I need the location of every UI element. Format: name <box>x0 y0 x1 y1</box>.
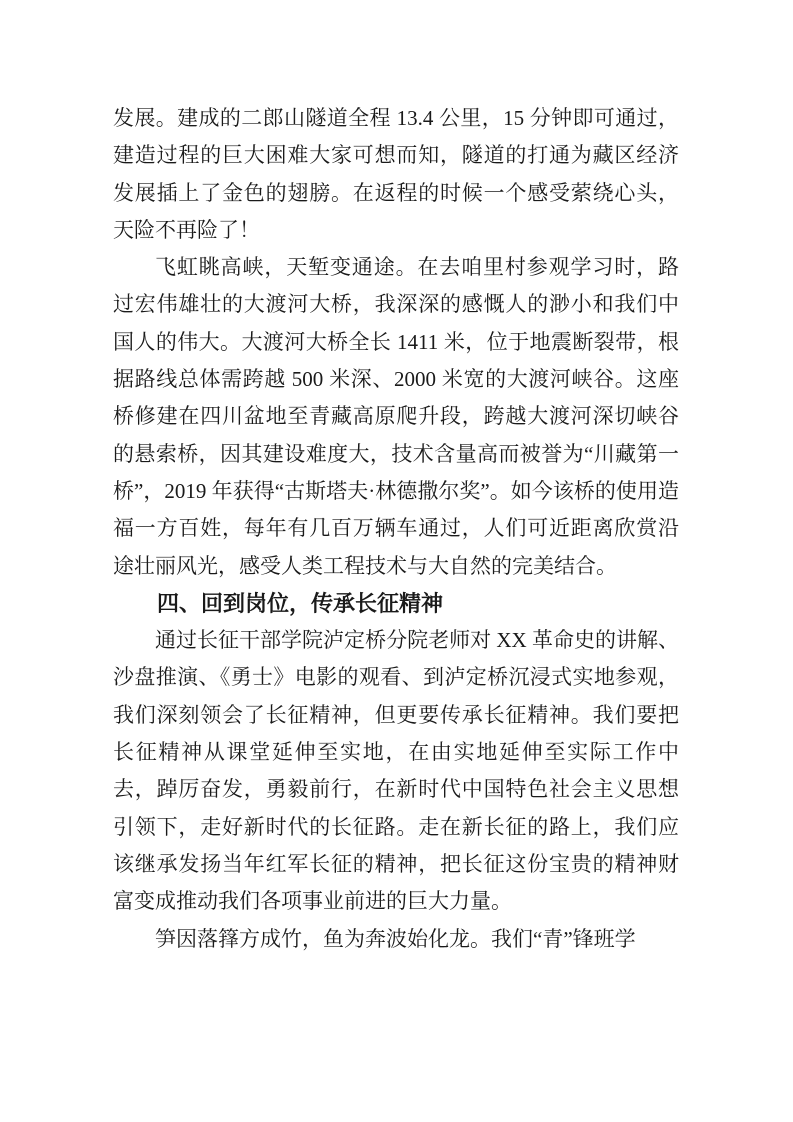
section-heading-four: 四、回到岗位，传承长征精神 <box>157 590 444 616</box>
paragraph-dadu-river-bridge: 飞虹眺高峡，天堑变通途。在去咱里村参观学习时，路过宏伟雄壮的大渡河大桥，我深深的感慨人的渺小和我们中国人的伟大。大渡河大桥全长 1411 米，位于地震断裂带，根据路线总体需跨越 500 米深、2000 米宽的大渡河峡谷。这座桥修建在四川盆地至青藏高原爬升段，跨越大渡河深切峡谷的悬索桥，因其建设难度大，技术含量高而被誉为“川藏第一桥”，2019 年获得“古斯塔夫·林德撒尔奖”。如今该桥的使用造福一方百姓，每年有几百万辆车通过，人们可近距离欣赏沿途壮丽风光，感受人类工程技术与大自然的完美结合。 <box>113 255 679 578</box>
paragraph-changzheng-spirit: 通过长征干部学院泸定桥分院老师对 XX 革命史的讲解、沙盘推演、《勇士》电影的观看、到泸定桥沉浸式实地参观，我们深刻领会了长征精神，但更要传承长征精神。我们要把长征精神从课堂延伸至实地，在由实地延伸至实际工作中去，踔厉奋发，勇毅前行，在新时代中国特色社会主义思想引领下，走好新时代的长征路。走在新长征的路上，我们应该继承发扬当年红军长征的精神，把长征这份宝贵的精神财富变成推动我们各项事业前进的巨大力量。 <box>113 628 679 914</box>
document-text-column <box>113 100 679 958</box>
paragraph-tunnel-continued: 发展。建成的二郎山隧道全程 13.4 公里，15 分钟即可通过，建造过程的巨大困难大家可想而知，隧道的打通为藏区经济发展插上了金色的翅膀。在返程的时候一个感受萦绕心头，天险不再险了！ <box>113 106 679 242</box>
paragraph-bamboo-verse: 笋因落箨方成竹，鱼为奔波始化龙。我们“青”锋班学 <box>155 926 636 951</box>
